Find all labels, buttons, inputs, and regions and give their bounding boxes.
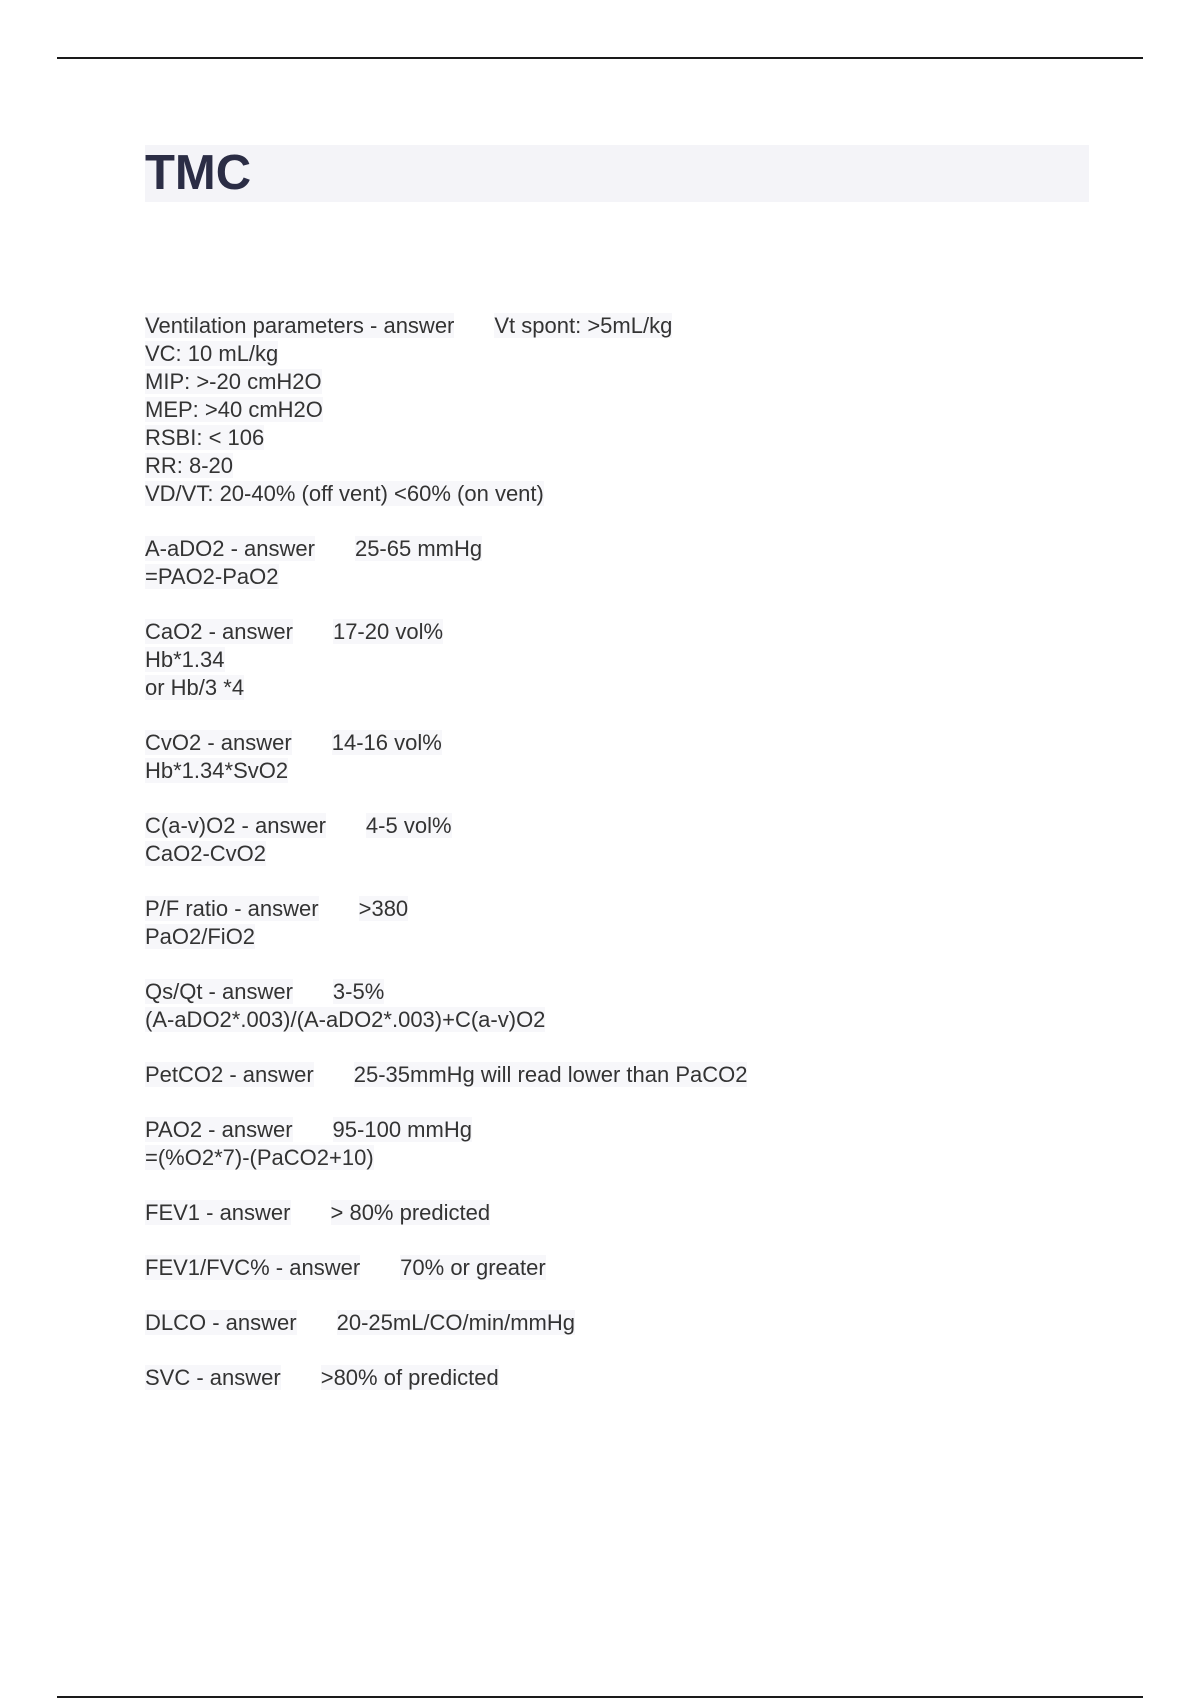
flashcard-answer-line: =(%O2*7)-(PaCO2+10) <box>145 1145 374 1170</box>
flashcard <box>145 535 1095 591</box>
flashcard-answer-row <box>145 757 1095 785</box>
flashcard <box>145 895 1095 951</box>
flashcard-answer-row <box>145 424 1095 452</box>
title-band <box>145 145 1089 202</box>
flashcard-term: SVC - answer <box>145 1365 281 1390</box>
flashcard-answer-line: VC: 10 mL/kg <box>145 341 279 366</box>
flashcard-term: DLCO - answer <box>145 1310 297 1335</box>
flashcard-answer-row <box>145 368 1095 396</box>
flashcard-answer-line: VD/VT: 20-40% (off vent) <60% (on vent) <box>145 481 544 506</box>
flashcard-term: Qs/Qt - answer <box>145 979 293 1004</box>
flashcard-term: CvO2 - answer <box>145 730 292 755</box>
flashcard <box>145 1309 1095 1337</box>
flashcard-first-line <box>145 1364 1095 1392</box>
flashcard-answer-line: MIP: >-20 cmH2O <box>145 369 322 394</box>
flashcard-first-line <box>145 729 1095 757</box>
flashcard-answer-row <box>145 340 1095 368</box>
flashcard-term: FEV1/FVC% - answer <box>145 1255 361 1280</box>
document-title: TMC <box>145 146 252 200</box>
header-rule <box>57 57 1143 59</box>
flashcard-first-line <box>145 1309 1095 1337</box>
flashcard-term: A-aDO2 - answer <box>145 536 315 561</box>
flashcard-first-line <box>145 812 1095 840</box>
flashcard-answer-row <box>145 840 1095 868</box>
flashcard-answer-row <box>145 674 1095 702</box>
footer-rule <box>57 1696 1143 1698</box>
flashcard-answer-row <box>145 563 1095 591</box>
flashcard-answer-row <box>145 396 1095 424</box>
flashcard-answer-row <box>145 1144 1095 1172</box>
flashcard-first-line <box>145 618 1095 646</box>
flashcard-answer-line: PaO2/FiO2 <box>145 924 256 949</box>
flashcard-term: PAO2 - answer <box>145 1117 293 1142</box>
flashcard-term: CaO2 - answer <box>145 619 293 644</box>
flashcard-answer-row <box>145 452 1095 480</box>
flashcard <box>145 812 1095 868</box>
flashcard-list <box>145 312 1095 1419</box>
flashcard-answer-row <box>145 480 1095 508</box>
flashcard-first-line <box>145 1061 1095 1089</box>
flashcard-answer-row <box>145 646 1095 674</box>
flashcard-answer-row <box>145 1006 1095 1034</box>
flashcard-answer-line: 3-5% <box>332 979 385 1004</box>
flashcard-answer-line: 14-16 vol% <box>331 730 442 755</box>
flashcard <box>145 978 1095 1034</box>
flashcard-answer-line: (A-aDO2*.003)/(A-aDO2*.003)+C(a-v)O2 <box>145 1007 546 1032</box>
flashcard <box>145 1364 1095 1392</box>
flashcard-first-line <box>145 1116 1095 1144</box>
flashcard-answer-line: Hb*1.34*SvO2 <box>145 758 289 783</box>
flashcard-answer-line: 25-65 mmHg <box>354 536 483 561</box>
flashcard <box>145 1116 1095 1172</box>
flashcard-term: C(a-v)O2 - answer <box>145 813 326 838</box>
flashcard <box>145 1199 1095 1227</box>
flashcard-answer-line: Hb*1.34 <box>145 647 225 672</box>
flashcard-answer-line: or Hb/3 *4 <box>145 675 245 700</box>
flashcard-answer-line: 20-25mL/CO/min/mmHg <box>336 1310 575 1335</box>
flashcard <box>145 618 1095 702</box>
flashcard <box>145 1061 1095 1089</box>
flashcard-answer-line: 25-35mmHg will read lower than PaCO2 <box>353 1062 748 1087</box>
flashcard-answer-line: >380 <box>358 896 409 921</box>
flashcard-answer-line: =PAO2-PaO2 <box>145 564 279 589</box>
flashcard-answer-line: RSBI: < 106 <box>145 425 265 450</box>
flashcard-first-line <box>145 312 1095 340</box>
flashcard-answer-line: 70% or greater <box>400 1255 546 1280</box>
flashcard-answer-line: 95-100 mmHg <box>332 1117 472 1142</box>
flashcard-answer-line: 17-20 vol% <box>332 619 444 644</box>
flashcard-answer-row <box>145 923 1095 951</box>
flashcard-answer-line: CaO2-CvO2 <box>145 841 267 866</box>
flashcard-first-line <box>145 1254 1095 1282</box>
flashcard-term: PetCO2 - answer <box>145 1062 314 1087</box>
flashcard-first-line <box>145 895 1095 923</box>
flashcard-term: P/F ratio - answer <box>145 896 319 921</box>
flashcard-answer-line: >80% of predicted <box>320 1365 499 1390</box>
flashcard <box>145 1254 1095 1282</box>
flashcard-answer-line: > 80% predicted <box>330 1200 491 1225</box>
flashcard-term: FEV1 - answer <box>145 1200 291 1225</box>
flashcard-answer-line: Vt spont: >5mL/kg <box>494 313 673 338</box>
flashcard-first-line <box>145 535 1095 563</box>
flashcard-answer-line: RR: 8-20 <box>145 453 234 478</box>
flashcard-first-line <box>145 978 1095 1006</box>
flashcard-answer-line: MEP: >40 cmH2O <box>145 397 323 422</box>
flashcard <box>145 729 1095 785</box>
flashcard-first-line <box>145 1199 1095 1227</box>
flashcard-answer-line: 4-5 vol% <box>365 813 452 838</box>
flashcard <box>145 312 1095 508</box>
flashcard-term: Ventilation parameters - answer <box>145 313 455 338</box>
